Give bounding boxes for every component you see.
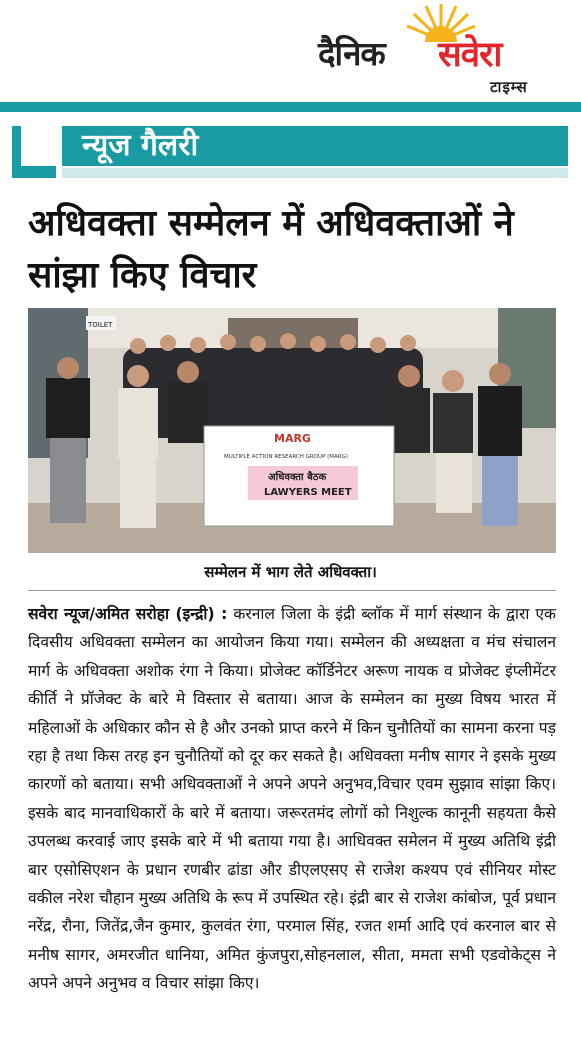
masthead-title-part1: दैनिक [318,34,385,73]
banner-org: MULTIPLE ACTION RESEARCH GROUP (MARG) [224,454,349,460]
article-body [28,600,556,998]
section-header [12,126,568,178]
section-label: न्यूज गैलरी [82,128,199,163]
banner-brand: MARG [274,432,311,445]
door-sign: TOILET [88,321,113,329]
article-body-text: करनाल जिला के इंद्री ब्लॉक में मार्ग संस्थान के द्वारा एक दिवसीय अधिवक्ता सम्मेलन का आयोजन किया गया। सम्मेलन की अध्यक्षता व मंच संचालन मार्ग के अधिवक्ता अशोक रंगा ने किया। प्रोजेक्ट कॉर्डिनेटर अरूण नायक व प्रोजेक्ट इंप्लीमेंटर कीर्ति ने प्रॉजेक्ट के बारे मे विस्तार से बताया। आज के सम्मेलन का मुख्य विषय भारत में महिलाओं के अधिकार कौन से है और उनको प्राप्त करने में किन चुनौतियों का सामना करना पड़ रहा है तथा किस तरह इन चुनौतियों को दूर कर सकते है। अधिवक्ता मनीष सागर ने इसके मुख्य कारणों को बताया। सभी अधिवक्ताओं ने अपने अपने अनुभव,विचार एवम सुझाव सांझा किए। इसके बाद मानवाधिकारों के बारे में बताया। जरूरतमंद लोगों को निशुल्क कानूनी सहयता कैसे उपलब्ध करवाई जाए इसके बारे में भी बताया गया है। आधिवक्त समेलन में मुख्य अतिथि इंद्री बार एसोसिएशन के प्रधान रणबीर ढांडा और डीएलएसए से राजेश कश्यप एवं सीनियर मोस्ट वकील नरेश चौहान मुख्य अतिथि के रूप में उपस्थित रहे। इंद्री बार से राजेश कांबोज, पूर्व प्रधान नरेंद्र, रौना, जितेंद्र,जैन कुमार, कुलवंत रंगा, परमाल सिंह, रजत शर्मा आदि एवं करनाल बार से मनीष सागर, अमरजीत धानिया, अमित कुंजपुरा,सोहनलाल, सीता, ममता सभी एडवोकेट्स ने अपने अपने अनुभव व विचार सांझा किए। [28,605,557,993]
article-byline: सवेरा न्यूज/अमित सरोहा (इन्द्री) : [28,605,228,623]
banner-title-en: LAWYERS MEET [264,487,352,498]
section-underline [62,168,568,178]
masthead [0,0,581,102]
masthead-title-part2: सवेरा [438,35,502,75]
article-photo [28,308,556,553]
masthead-subtitle: टाइम्स [490,78,528,96]
header-divider [0,102,581,112]
banner-title-hi: अधिवक्ता बैठक [268,472,327,483]
caption-divider [28,590,556,591]
photo-caption: सम्मेलन में भाग लेते अधिवक्ता। [204,563,377,581]
article-headline: अधिवक्ता सम्मेलन में अधिवक्ताओं ने सांझा किए विचार [28,203,514,296]
